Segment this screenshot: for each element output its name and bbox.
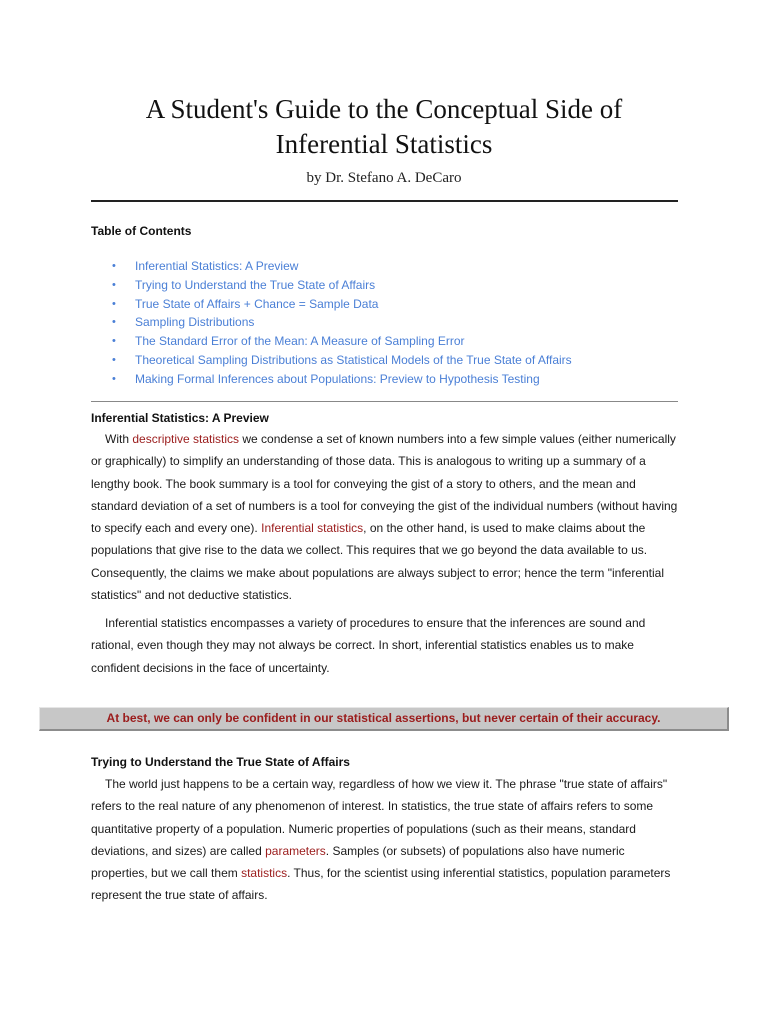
section-heading-true-state: Trying to Understand the True State of Affairs — [91, 755, 350, 769]
text-run: The world just happens to be a certain way, regardless of how we view it. The phrase "true state of affairs" refers to the real nature of any phenomenon of interest. In statistics, the true state of affairs refers to some quantitative property of a population. Numeric properties of populations (such as their means, standard deviations, and sizes) are called — [91, 777, 668, 858]
bullet-icon: • — [112, 372, 116, 385]
toc-link-preview[interactable] — [112, 257, 572, 276]
toc-link-label: Trying to Understand the True State of Affairs — [135, 277, 376, 292]
title-line-2: Inferential Statistics — [275, 129, 493, 159]
toc-heading: Table of Contents — [91, 224, 192, 238]
title-line-1: A Student's Guide to the Conceptual Side of — [145, 94, 623, 124]
author-byline: by Dr. Stefano A. DeCaro — [306, 170, 462, 186]
title-divider — [91, 200, 678, 202]
toc-link-sampling-distributions[interactable] — [112, 313, 572, 332]
toc-link-label: Sampling Distributions — [135, 315, 255, 330]
paragraph-preview-2: Inferential statistics encompasses a variety of procedures to ensure that the inferences are sound and rational, even though they may not always be correct. In short, inferential statistics enables us to make confident decisions in the face of uncertainty. — [91, 616, 646, 675]
toc-divider — [91, 401, 678, 402]
toc-link-label: True State of Affairs + Chance = Sample Data — [135, 296, 379, 311]
section-heading-preview: Inferential Statistics: A Preview — [91, 411, 269, 425]
text-run: , on the other hand, is used to make claims about the populations that give rise to the data we collect. This requires that we go beyond the data available to us. Consequently, the claims we make about populations are always subject to error; hence the term "inferential statistics" and not deductive statistics. — [91, 521, 665, 603]
bullet-icon: • — [112, 278, 116, 291]
toc-link-true-state[interactable] — [112, 276, 572, 295]
bullet-icon: • — [112, 260, 116, 272]
term-parameters[interactable]: parameters — [265, 843, 326, 858]
toc-link-label: Theoretical Sampling Distributions as Statistical Models of the True State of Affairs — [135, 352, 572, 367]
toc-link-label: The Standard Error of the Mean: A Measure of Sampling Error — [135, 334, 465, 349]
paragraph-preview-1 — [91, 428, 681, 606]
text-run: . Thus, for the scientist using inferential statistics, population parameters represent the true state of affairs. — [91, 866, 671, 903]
toc-link-theoretical-models[interactable] — [112, 351, 572, 370]
term-statistics[interactable]: statistics — [241, 866, 288, 881]
bullet-icon: • — [112, 353, 116, 366]
text-run: With — [105, 432, 133, 446]
document-title — [90, 92, 678, 162]
toc-link-label: Making Formal Inferences about Populations: Preview to Hypothesis Testing — [135, 371, 540, 386]
toc-link-standard-error[interactable] — [112, 332, 572, 351]
toc-link-label: Inferential Statistics: A Preview — [135, 259, 299, 273]
toc-link-chance[interactable] — [112, 295, 572, 314]
bullet-icon: • — [112, 297, 116, 310]
term-descriptive-statistics[interactable]: descriptive statistics — [132, 432, 240, 446]
toc-list — [112, 257, 572, 389]
text-run: we condense a set of known numbers into a few simple values (either numerically or graphically) to simplify an understanding of those data. This is analogous to writing up a summary of a lengthy book. The book summary is a tool for conveying the gist of a story to others, and the mean and standard deviation of a set of numbers is a tool for conveying the gist of the individual numbers (without having to specify each and every one). — [91, 432, 678, 536]
term-inferential-statistics[interactable]: Inferential statistics — [261, 521, 364, 536]
callout-box: At best, we can only be confident in our statistical assertions, but never certain of their accuracy. — [39, 707, 729, 731]
paragraph-true-state-1 — [91, 773, 681, 907]
bullet-icon: • — [112, 335, 116, 348]
toc-link-hypothesis-testing[interactable] — [112, 370, 572, 389]
bullet-icon: • — [112, 316, 116, 329]
text-run: . Samples (or subsets) of populations also have numeric properties, but we call them — [91, 843, 625, 881]
